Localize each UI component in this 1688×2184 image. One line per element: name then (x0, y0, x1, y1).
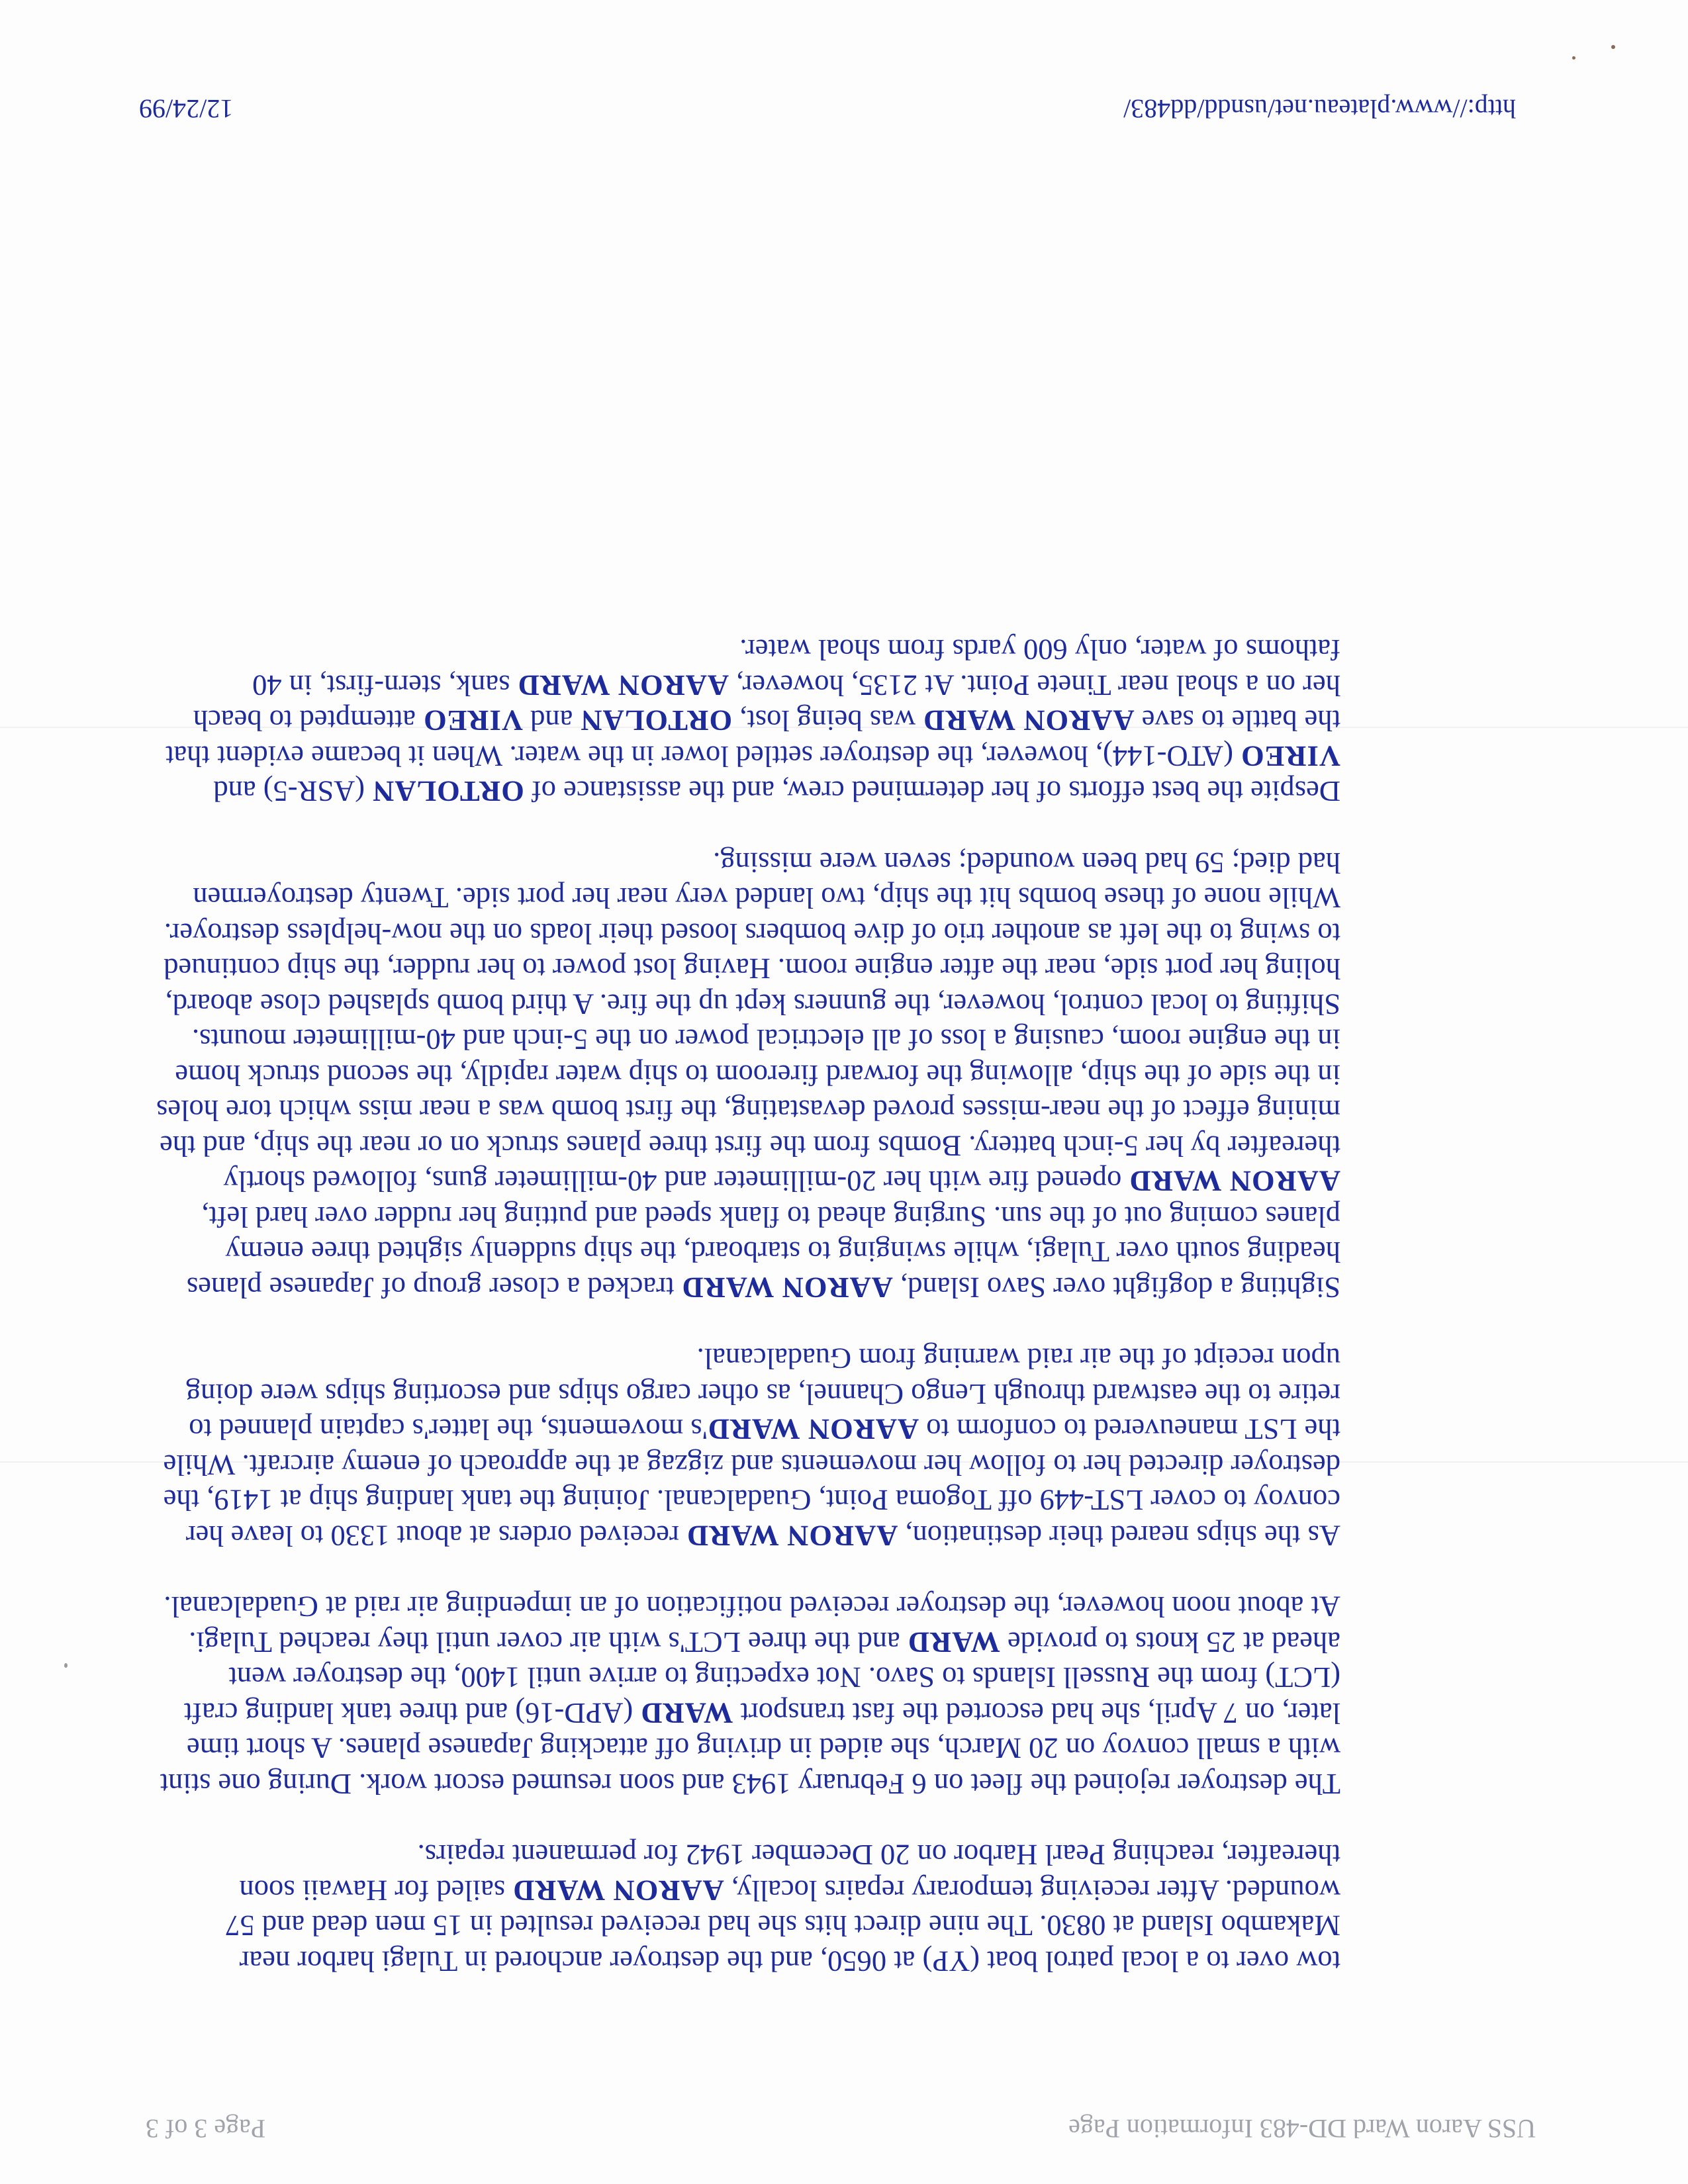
ship-name: AARON WARD (686, 1520, 898, 1553)
ship-name: WARD (640, 1697, 733, 1730)
ship-name: VIREO (423, 704, 523, 738)
paragraph-text: opened fire with her 20-millimeter and 40-millimeter guns, followed shortly thereafter by her 5-inch battery. Bombs from the first three planes struck on or near the ship, and the mining effect of the near-misses proved devastating, the first bomb was a near miss which tore holes in the side of the ship, allowing the forward fireroom to ship water rapidly, the second struck home in the engine room, causing a loss of all electrical power on the 5-inch and 40-millimeter mounts. Shifting to local control, however, the gunners kept up the fire. A third bomb splashed close aboard, holing her port side, near the after engine room. Having lost power to her rudder, the ship continued to swing to the left as another trio of dive bombers loosed their loads on the now-helpless destroyer. While none of these bombs hit the ship, two landed very near her port side. Twenty destroyermen had died; 59 had been wounded; seven were missing. (156, 846, 1340, 1199)
paragraph-text: tracked a closer group of Japanese planes heading south over Tulagi, while swinging to starboard, the ship suddenly sighted three enemy planes coming out of the sun. Surging ahead to flank speed and putting her rudder over hard left, (186, 1201, 1340, 1304)
ship-name: AARON WARD (517, 669, 729, 702)
paragraph-text: Despite the best efforts of her determined crew, and the assistance of (524, 775, 1340, 809)
footer-url[interactable]: http://www.plateau.net/usndd/dd483/ (1123, 94, 1516, 124)
page-footer (139, 85, 1516, 124)
paragraph-5 (156, 632, 1340, 809)
ship-name: AARON WARD (512, 1874, 724, 1907)
ship-name: WARD (907, 1626, 1000, 1659)
page-header (146, 2105, 1536, 2144)
header-title: USS Aaron Ward DD-483 Information Page (1068, 2114, 1536, 2144)
scan-speck (64, 1663, 68, 1668)
paragraph-3 (156, 1341, 1340, 1553)
paragraph-text: received orders at about 1330 to leave her convoy to cover LST-449 off Togoma Point, Guadalcanal. Joining the tank landing ship at 1419, the destroyer directed her to follow her movements and zigzag at the approach of enemy aircraft. While the LST maneuvered to conform to (163, 1413, 1340, 1553)
paragraph-text: tow over to a local patrol boat (YP) at 0650, and the destroyer anchored in Tulagi harbor near Makambo Island at 0830. The nine direct hits she had received resulted in 15 men dead and 57 wounded. After receiving temporary repairs locally, (225, 1874, 1340, 1978)
ship-name: AARON WARD (923, 704, 1135, 738)
ship-name: AARON WARD (707, 1413, 919, 1447)
paragraph-text: and the three LCT's with air cover until they reached Tulagi. At about noon however, the destroyer received notification of an impending air raid at Guadalcanal. (164, 1590, 1340, 1659)
paragraph-text: (ATO-144), however, the destroyer settled lower in the water. When it became evident that the battle to save (165, 704, 1340, 773)
paragraph-text: sank, stern-first, in 40 fathoms of water, only 600 yards from shoal water. (252, 633, 1340, 702)
ship-name: ORTOLAN (580, 704, 733, 738)
ship-name: AARON WARD (681, 1271, 893, 1304)
paragraph-text: and (522, 704, 581, 738)
paragraph-text: The destroyer rejoined the fleet on 6 February 1943 and soon resumed escort work. During one stint with a small convoy on 20 March, she aided in driving off attacking Japanese planes. A short time later, on 7 April, she had escorted the fast transport (160, 1697, 1340, 1801)
paragraph-text: (ASR-5) and (213, 775, 373, 809)
paragraph-text: sailed for Hawaii soon thereafter, reaching Pearl Harbor on 20 December 1942 for permanent repairs. (239, 1839, 1340, 1907)
scan-speck (1572, 56, 1575, 60)
paragraph-text: was being lost, (732, 704, 923, 738)
paragraph-1 (156, 1837, 1340, 1979)
scan-speck (1611, 45, 1615, 49)
ship-name: AARON WARD (1129, 1165, 1340, 1199)
ship-name: ORTOLAN (372, 775, 524, 809)
ship-name: VIREO (1241, 740, 1340, 773)
paragraph-text: Sighting a dogfight over Savo Island, (892, 1271, 1340, 1304)
paragraph-text: As the ships neared their destination, (898, 1520, 1340, 1553)
paragraph-4 (156, 845, 1340, 1306)
paragraph-text: attempted to beach her on a shoal near Tinete Point. At 2135, however, (193, 669, 1340, 738)
header-page-number: Page 3 of 3 (146, 2114, 266, 2144)
article-body (156, 596, 1340, 1979)
paragraph-2 (156, 1589, 1340, 1801)
paragraph-text: (APD-16) and three tank landing craft (LCT) from the Russell Islands to Savo. Not expecting to arrive until 1400, the destroyer went ahead at 25 knots to provide (183, 1626, 1340, 1730)
footer-date: 12/24/99 (139, 94, 234, 124)
paragraph-text: 's movements, the latter's captain planned to retire to the eastward through Lengo Channel, as other cargo ships and escorting ships were doing upon receipt of the air raid warning from Guadalcanal. (185, 1342, 1340, 1447)
